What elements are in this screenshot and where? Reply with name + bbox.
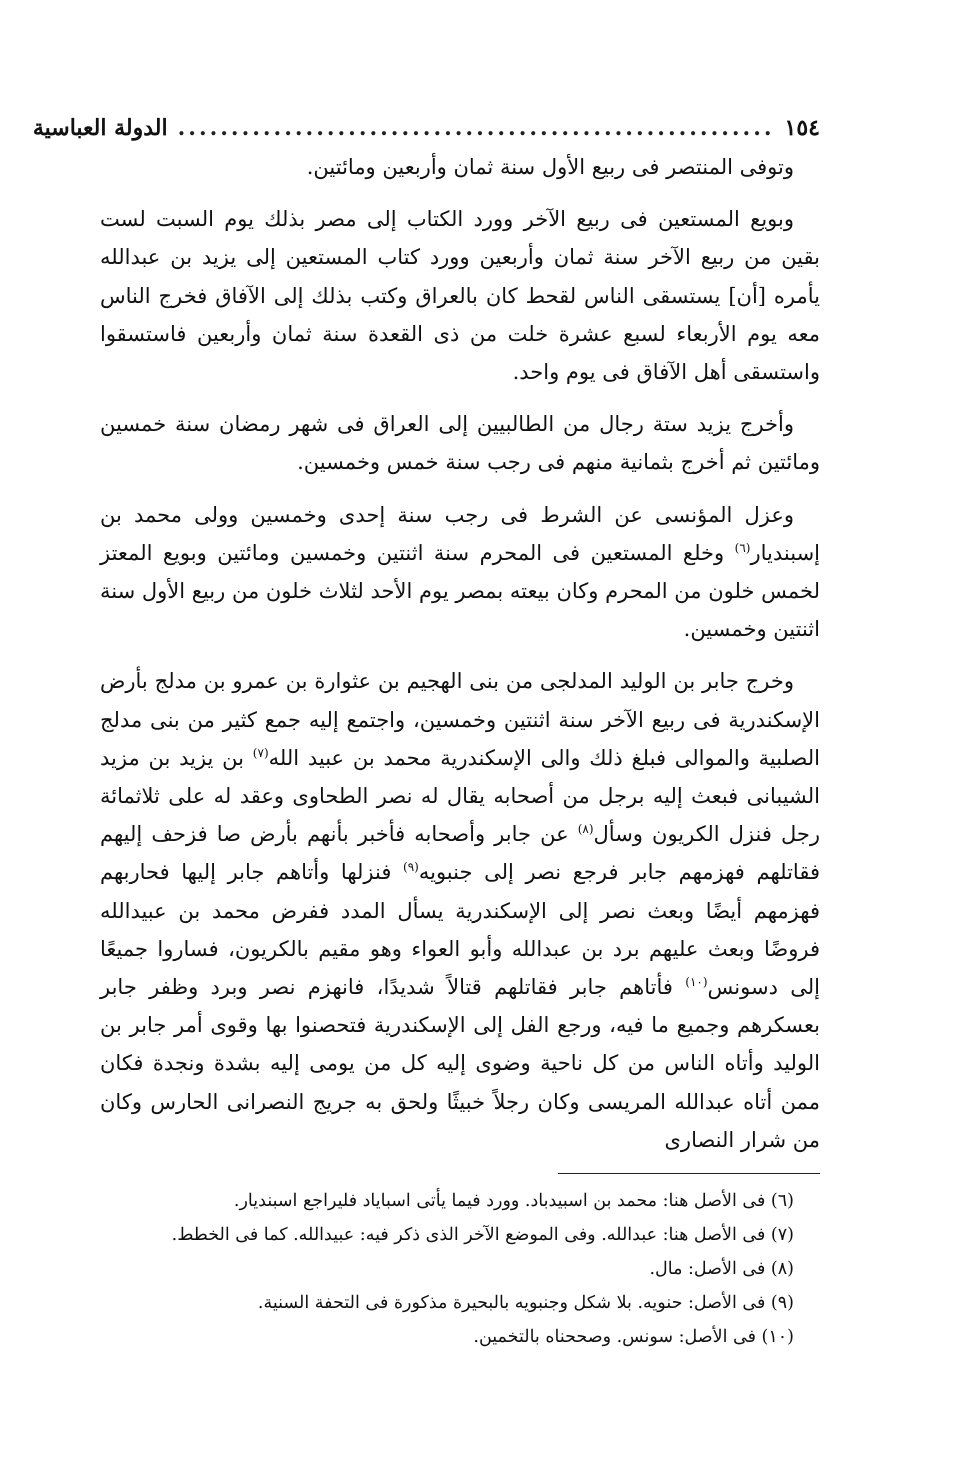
paragraph-text: وعزل المؤنسى عن الشرط فى رجب سنة إحدى وخمسين وولى محمد بن إسبنديار [100, 502, 820, 565]
paragraph: وأخرج يزيد ستة رجال من الطالبيين إلى العراق فى شهر رمضان سنة خمسين ومائتين ثم أخرج بثمانية منهم فى رجب سنة خمس وخمسين. [100, 412, 820, 475]
footnote: (٧) فى الأصل هنا: عبدالله. وفى الموضع الآخر الذى ذكر فيه: عبيدالله. كما فى الخطط. [171, 1225, 794, 1246]
footnote-ref: (٩) [403, 860, 419, 875]
page-number: ١٥٤ [784, 115, 820, 141]
footnote-ref: (١٠) [685, 975, 708, 990]
paragraph: وتوفى المنتصر فى ربيع الأول سنة ثمان وأربعين ومائتين. [306, 155, 794, 179]
paragraph-text: فأتاهم جابر فقاتلهم قتالاً شديدًا، فانهزم نصر وبرد وظفر جابر بعسكرهم وجميع ما فيه، ورجع الفل إلى الإسكندرية فتحصنوا بها وقوى أمر جابر بن الوليد وأتاه الناس من كل ناحية وضوى إليه كل من يومى إليه بشدة ونجدة فكان ممن أتاه عبدالله المريسى وكان رجلاً خبيثًا ولحق به جريج النصرانى الحارس وكان من شرار النصارى [100, 975, 820, 1152]
paragraph-text: فنزلها وأتاهم جابر إليها فحاربهم فهزمهم أيضًا وبعث نصر إلى الإسكندرية يسأل المدد ففرض محمد بن عبيدالله فروضًا وبعث عليهم برد بن عبدالله وأبو العواء وهو مقيم بالكريون، فساروا جميعًا إلى دسونس [100, 860, 820, 1000]
footnotes [100, 1184, 820, 1354]
footnote: (٩) فى الأصل: حنويه. بلا شكل وجنبويه بالبحيرة مذكورة فى التحفة السنية. [257, 1293, 794, 1314]
book-title: الدولة العباسية [32, 115, 168, 141]
footnote: (٦) فى الأصل هنا: محمد بن اسبيدباد. وورد فيما يأتى اسباياد فليراجع اسبنديار. [233, 1191, 794, 1212]
footnote-ref: (٧) [252, 745, 269, 760]
paragraph-text: بن يزيد بن مزيد الشيبانى فبعث إليه برجل من أصحابه يقال له نصر الطحاوى وعقد له على ثلاثمائة رجل فنزل الكريون وسأل [100, 745, 820, 847]
book-page [32, 108, 820, 1354]
paragraph [100, 496, 820, 649]
paragraph-text: وخرج جابر بن الوليد المدلجى من بنى الهجيم بن عثوارة بن عمرو بن مدلج بأرض الإسكندرية فى ربيع الآخر سنة اثنتين وخمسين، واجتمع إليه جمع كثير من بنى مدلج الصلبية والموالى فبلغ ذلك والى الإسكندرية محمد بن عبيد الله [100, 669, 820, 770]
paragraph-text: عن جابر وأصحابه فأخبر بأنهم بأرض صا فزحف إليهم فقاتلهم فهزمهم جابر فرجع نصر إلى جنبويه [100, 822, 820, 885]
paragraph-text: وخلع المستعين فى المحرم سنة اثنتين وخمسين ومائتين وبويع المعتز لخمس خلون من المحرم وكان بيعته بمصر يوم الأحد لثلاث خلون من ربيع الأول سنة اثنتين وخمسين. [100, 540, 820, 642]
body-text [100, 148, 820, 1159]
dotted-leader: ........................................................ [177, 115, 775, 141]
footnote-ref: (٦) [734, 540, 751, 555]
footnote-ref: (٨) [577, 822, 594, 837]
running-header [32, 108, 820, 148]
footnote: (٨) فى الأصل: مال. [649, 1259, 794, 1280]
footnote: (١٠) فى الأصل: سونس. وصححناه بالتخمين. [473, 1327, 794, 1348]
paragraph [100, 662, 820, 1159]
footnote-divider [558, 1173, 820, 1174]
paragraph: وبويع المستعين فى ربيع الآخر وورد الكتاب إلى مصر بذلك يوم السبت لست بقين من ربيع الآخر سنة ثمان وأربعين وورد كتاب المستعين إلى يزيد بن عبدالله يأمره [أن] يستسقى الناس لقحط كان بالعراق وكتب بذلك إلى الآفاق فخرج الناس معه يوم الأربعاء لسبع عشرة خلت من ذى القعدة سنة ثمان وأربعين فاستسقوا واستسقى أهل الآفاق فى يوم واحد. [100, 207, 820, 385]
